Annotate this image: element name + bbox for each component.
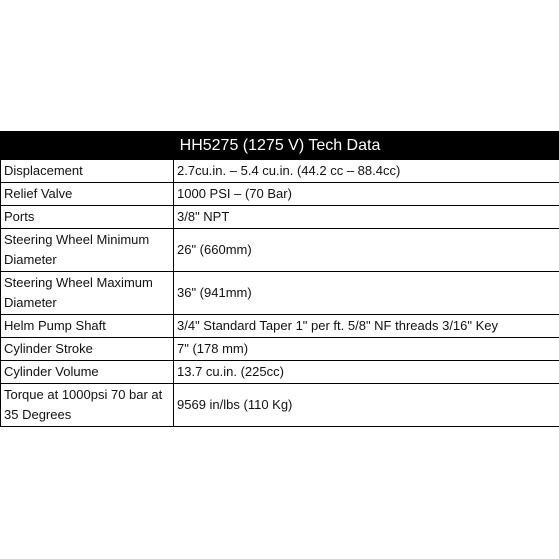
table-row-displacement [1, 160, 559, 183]
row-value: 1000 PSI – (70 Bar) [174, 183, 559, 206]
table-row-helm-pump-shaft [1, 315, 559, 338]
table-row-cylinder-stroke [1, 338, 559, 361]
table-header-row [1, 132, 559, 160]
table-row-cylinder-volume [1, 361, 559, 384]
tech-data-table-container [0, 131, 559, 427]
table-row-relief-valve [1, 183, 559, 206]
row-value: 2.7cu.in. – 5.4 cu.in. (44.2 cc – 88.4cc) [174, 160, 559, 183]
row-label: Steering Wheel Maximum Diameter [1, 272, 174, 315]
table-row-wheel-min-diameter [1, 229, 559, 272]
table-row-ports [1, 206, 559, 229]
row-label: Cylinder Volume [1, 361, 174, 384]
row-label: Displacement [1, 160, 174, 183]
table-title: HH5275 (1275 V) Tech Data [1, 132, 559, 160]
row-value: 3/8" NPT [174, 206, 559, 229]
row-value: 3/4" Standard Taper 1" per ft. 5/8" NF threads 3/16" Key [174, 315, 559, 338]
row-label: Relief Valve [1, 183, 174, 206]
table-row-wheel-max-diameter [1, 272, 559, 315]
row-label: Helm Pump Shaft [1, 315, 174, 338]
tech-data-table [0, 131, 559, 427]
row-label: Steering Wheel Minimum Diameter [1, 229, 174, 272]
row-value: 7" (178 mm) [174, 338, 559, 361]
row-value: 36" (941mm) [174, 272, 559, 315]
row-value: 13.7 cu.in. (225cc) [174, 361, 559, 384]
table-row-torque [1, 384, 559, 427]
row-label: Ports [1, 206, 174, 229]
row-value: 26" (660mm) [174, 229, 559, 272]
row-value: 9569 in/lbs (110 Kg) [174, 384, 559, 427]
row-label: Cylinder Stroke [1, 338, 174, 361]
row-label: Torque at 1000psi 70 bar at 35 Degrees [1, 384, 174, 427]
